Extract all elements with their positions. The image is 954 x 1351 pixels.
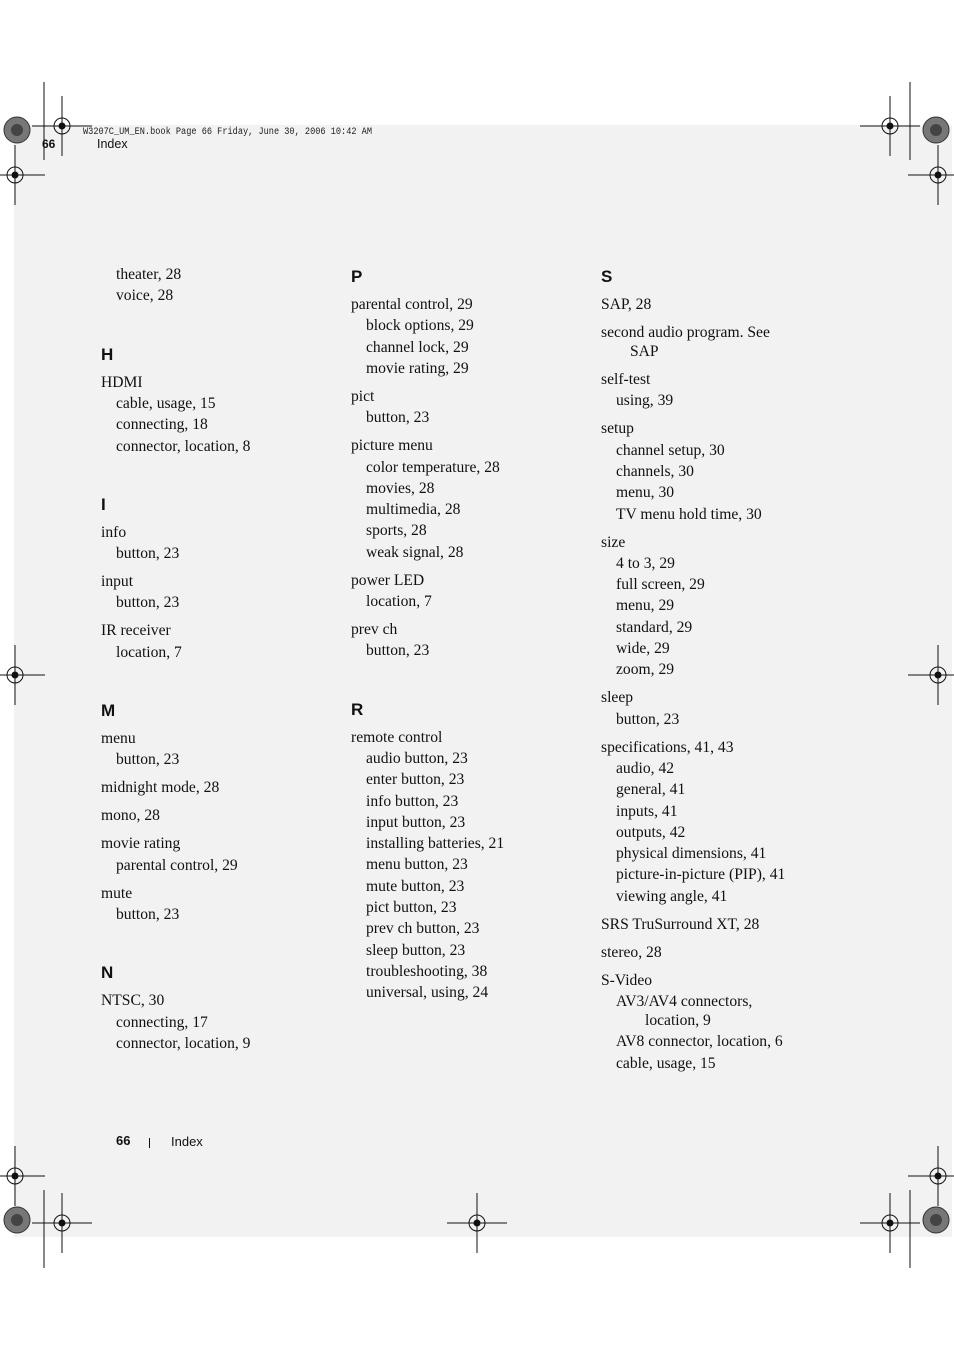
footer-divider xyxy=(149,1138,150,1148)
index-subentry: physical dimensions, 41 xyxy=(616,845,767,863)
index-subentry: voice, 28 xyxy=(116,287,174,305)
index-letter-i: I xyxy=(101,494,106,514)
index-subentry: connector, location, 9 xyxy=(116,1034,251,1052)
index-subentry: info button, 23 xyxy=(366,792,459,810)
index-subentry: theater, 28 xyxy=(116,266,182,283)
index-subentry: button, 23 xyxy=(116,545,180,563)
index-entry: S-Video xyxy=(601,971,653,989)
index-entry: SRS TruSurround XT, 28 xyxy=(601,915,760,933)
index-entry: mono, 28 xyxy=(101,807,160,825)
index-subentry: viewing angle, 41 xyxy=(616,887,728,905)
index-letter-p: P xyxy=(351,267,363,286)
index-entry: remote control xyxy=(351,728,443,746)
index-subentry: standard, 29 xyxy=(616,618,693,636)
index-subentry: movie rating, 29 xyxy=(366,359,469,377)
index-subentry: button, 23 xyxy=(366,642,430,660)
index-subentry: prev ch button, 23 xyxy=(366,920,480,938)
index-subentry: SAP xyxy=(630,343,659,360)
index-letter-h: H xyxy=(101,344,114,364)
index-subentry: menu button, 23 xyxy=(366,856,468,874)
index-subentry: outputs, 42 xyxy=(616,823,686,841)
index-letter-n: N xyxy=(101,963,114,983)
index-subentry: wide, 29 xyxy=(616,640,670,657)
index-letter-m: M xyxy=(101,701,116,720)
header-page-number: 66 xyxy=(42,137,56,151)
index-subentry: troubleshooting, 38 xyxy=(366,962,488,980)
index-entry: IR receiver xyxy=(101,622,171,640)
index-subentry: mute button, 23 xyxy=(366,877,465,895)
index-subentry: AV8 connector, location, 6 xyxy=(616,1033,783,1051)
index-entry: size xyxy=(601,533,626,551)
index-entry: HDMI xyxy=(101,373,143,391)
index-subentry: button, 23 xyxy=(116,751,180,769)
index-entry: stereo, 28 xyxy=(601,943,662,961)
index-subentry: sleep button, 23 xyxy=(366,941,466,959)
header-title: Index xyxy=(97,137,128,151)
index-entry: input xyxy=(101,573,134,591)
index-subentry: connecting, 17 xyxy=(116,1013,208,1031)
index-subentry: audio, 42 xyxy=(616,759,675,777)
index-entry: power LED xyxy=(351,571,425,589)
index-subentry: input button, 23 xyxy=(366,813,466,831)
index-subentry: color temperature, 28 xyxy=(366,458,500,476)
index-subentry: parental control, 29 xyxy=(116,856,238,874)
index-subentry: general, 41 xyxy=(616,781,686,799)
index-subentry: TV menu hold time, 30 xyxy=(616,505,762,523)
footer-page-number: 66 xyxy=(116,1133,131,1148)
index-subentry: button, 23 xyxy=(616,710,680,728)
index-subentry: 4 to 3, 29 xyxy=(616,554,675,572)
footer-title: Index xyxy=(171,1134,203,1149)
index-subentry: connecting, 18 xyxy=(116,416,208,434)
index-subentry: sports, 28 xyxy=(366,522,427,540)
index-entry: pict xyxy=(351,387,375,405)
index-subentry: cable, usage, 15 xyxy=(616,1054,716,1072)
index-entry: movie rating xyxy=(101,835,181,853)
index-subentry: menu, 29 xyxy=(616,597,675,615)
index-subentry: pict button, 23 xyxy=(366,899,457,916)
index-subentry: AV3/AV4 connectors, xyxy=(616,993,753,1010)
index-subentry: channel setup, 30 xyxy=(616,441,725,459)
index-subentry: installing batteries, 21 xyxy=(366,835,505,853)
index-entry: picture menu xyxy=(351,437,433,455)
index-subentry: button, 23 xyxy=(116,594,180,612)
index-entry: sleep xyxy=(601,689,634,707)
index-subentry: channel lock, 29 xyxy=(366,338,469,356)
index-entry: NTSC, 30 xyxy=(101,992,165,1010)
index-entry: mute xyxy=(101,884,133,902)
index-subentry: block options, 29 xyxy=(366,317,474,335)
index-subentry: location, 7 xyxy=(116,643,182,661)
index-subentry: zoom, 29 xyxy=(616,661,675,679)
index-subentry: enter button, 23 xyxy=(366,771,465,789)
index-subentry: weak signal, 28 xyxy=(366,543,464,561)
index-subentry: multimedia, 28 xyxy=(366,501,461,519)
index-subentry: menu, 30 xyxy=(616,484,675,502)
index-subentry: full screen, 29 xyxy=(616,576,705,594)
index-letter-r: R xyxy=(351,699,364,719)
index-entry: parental control, 29 xyxy=(351,296,473,313)
index-subentry: cable, usage, 15 xyxy=(116,394,216,412)
index-entry: menu xyxy=(101,730,136,747)
index-subentry: button, 23 xyxy=(366,409,430,427)
index-entry: prev ch xyxy=(351,621,398,638)
index-subentry: universal, using, 24 xyxy=(366,984,489,1002)
index-entry: setup xyxy=(601,420,634,438)
index-subentry: inputs, 41 xyxy=(616,802,678,820)
index-entry: midnight mode, 28 xyxy=(101,779,220,797)
index-entry: SAP, 28 xyxy=(601,296,652,313)
index-subentry: picture-in-picture (PIP), 41 xyxy=(616,866,786,884)
index-entry: self-test xyxy=(601,371,651,388)
index-subentry: channels, 30 xyxy=(616,462,694,480)
index-entry: info xyxy=(101,523,127,541)
index-entry: second audio program. See xyxy=(601,324,770,341)
index-letter-s: S xyxy=(601,267,613,286)
index-subentry: audio button, 23 xyxy=(366,749,468,767)
index-entry: specifications, 41, 43 xyxy=(601,738,734,756)
index-subentry: button, 23 xyxy=(116,905,180,923)
print-slug: W3207C_UM_EN.book Page 66 Friday, June 30, 2006 10:42 AM xyxy=(83,127,373,138)
index-subentry: movies, 28 xyxy=(366,479,435,497)
index-subentry: connector, location, 8 xyxy=(116,437,251,455)
index-subentry: location, 9 xyxy=(645,1012,711,1029)
index-subentry: location, 7 xyxy=(366,593,432,610)
index-subentry: using, 39 xyxy=(616,392,674,410)
